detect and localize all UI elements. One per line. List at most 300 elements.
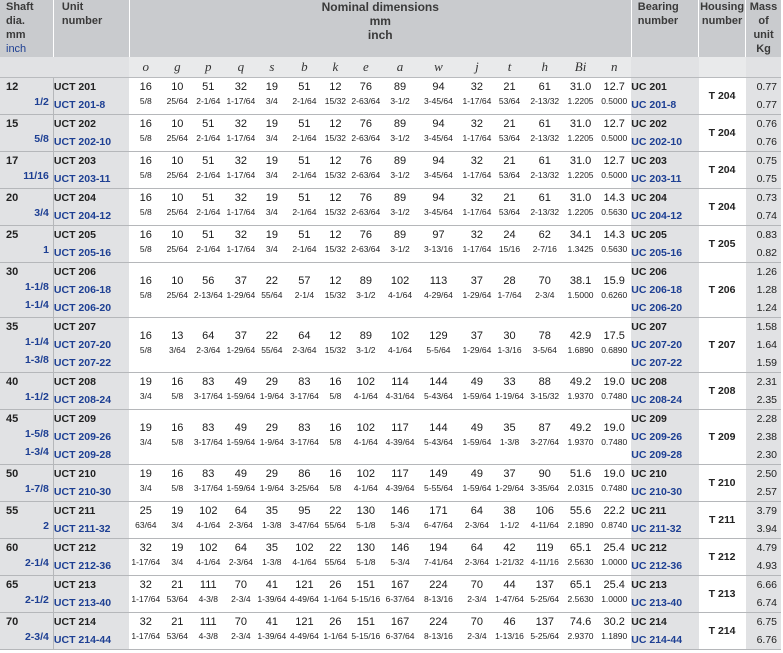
dimension-inch-value: 2-63/64 bbox=[351, 170, 381, 180]
dimension-cell bbox=[257, 115, 286, 152]
dimension-inch-value: 53/64 bbox=[166, 631, 188, 641]
dimension-cell bbox=[257, 576, 286, 613]
dimension-cell bbox=[564, 263, 597, 318]
dimension-mm-value: 111 bbox=[199, 616, 217, 628]
dimension-inch-value: 3/4 bbox=[171, 557, 184, 567]
dimension-mm-value: 94 bbox=[432, 155, 445, 167]
dimension-inch-value: 15/16 bbox=[498, 244, 521, 254]
dimension-mm-value: 14.3 bbox=[603, 229, 625, 241]
dimension-inch-value: 53/64 bbox=[498, 207, 521, 217]
dimension-inch-value: 2.1890 bbox=[567, 520, 594, 530]
symbol-b: b bbox=[286, 57, 322, 78]
dimension-mm-value: 117 bbox=[391, 422, 409, 434]
dimension-inch-value: 5/8 bbox=[171, 391, 184, 401]
mass-value: 6.66 bbox=[756, 579, 777, 591]
symbol-e: e bbox=[348, 57, 383, 78]
dimension-inch-value: 1.5000 bbox=[567, 290, 594, 300]
dimension-mm-value: 88 bbox=[538, 376, 551, 388]
dimension-inch-value: 53/64 bbox=[498, 96, 521, 106]
dimension-mm-value: 12 bbox=[329, 81, 342, 93]
dimension-mm-value: 32 bbox=[470, 155, 484, 167]
mass-value: 2.28 bbox=[756, 413, 777, 425]
dimension-cell bbox=[192, 318, 224, 373]
dimension-inch-value: 1-59/64 bbox=[226, 437, 256, 447]
dimension-inch-value: 1.0000 bbox=[601, 594, 628, 604]
dimension-cell bbox=[383, 373, 416, 410]
unit-number: UCT 211-32 bbox=[53, 523, 111, 535]
dimension-cell bbox=[348, 613, 383, 650]
dimension-inch-value: 3-45/64 bbox=[424, 207, 453, 217]
unit-number-cell bbox=[53, 410, 129, 465]
dimension-mm-value: 130 bbox=[356, 542, 376, 554]
bearing-number: UC 205-16 bbox=[631, 247, 683, 259]
dimension-cell bbox=[460, 152, 493, 189]
dimension-inch-value: 0.8740 bbox=[601, 520, 628, 530]
dimension-mm-value: 49 bbox=[234, 422, 247, 434]
table-row bbox=[0, 576, 781, 613]
dimension-mm-value: 61 bbox=[538, 118, 551, 130]
dimension-mm-value: 64 bbox=[202, 330, 215, 342]
dimension-cell bbox=[162, 318, 192, 373]
dimension-mm-value: 32 bbox=[139, 616, 152, 628]
dimension-inch-value: 1-3/8 bbox=[262, 557, 282, 567]
dimension-inch-value: 5/8 bbox=[171, 483, 184, 493]
dimension-cell bbox=[224, 373, 257, 410]
dimension-mm-value: 102 bbox=[199, 542, 218, 554]
dimension-mm-value: 70 bbox=[470, 616, 484, 628]
dimension-cell bbox=[162, 115, 192, 152]
bearing-number: UC 208 bbox=[631, 376, 667, 388]
dimension-mm-value: 42.9 bbox=[569, 330, 592, 342]
dimension-mm-value: 21 bbox=[503, 192, 516, 204]
dimension-cell bbox=[493, 576, 525, 613]
dimension-mm-value: 12 bbox=[329, 229, 342, 241]
mass-value: 6.76 bbox=[756, 634, 777, 646]
dimension-mm-value: 25.4 bbox=[603, 542, 625, 554]
dimension-mm-value: 83 bbox=[202, 376, 215, 388]
dimension-inch-value: 4-1/64 bbox=[353, 391, 378, 401]
dimension-inch-value: 63/64 bbox=[135, 520, 157, 530]
dimension-mm-value: 22 bbox=[329, 505, 342, 517]
mass-value: 2.31 bbox=[756, 376, 777, 388]
dimension-cell bbox=[323, 78, 349, 115]
dimension-mm-value: 12 bbox=[329, 275, 342, 287]
dimension-cell bbox=[348, 373, 383, 410]
dimension-cell bbox=[383, 263, 416, 318]
dimension-inch-value: 15/32 bbox=[324, 96, 347, 106]
dimension-inch-value: 2-63/64 bbox=[351, 207, 381, 217]
dimension-mm-value: 102 bbox=[390, 330, 410, 342]
dimension-mm-value: 137 bbox=[535, 616, 554, 628]
table-row bbox=[0, 263, 781, 318]
dimension-cell bbox=[129, 263, 162, 318]
dimension-inch-value: 2-3/64 bbox=[464, 557, 489, 567]
dimension-inch-value: 2-3/4 bbox=[467, 631, 487, 641]
dimension-inch-value: 15/32 bbox=[324, 244, 347, 254]
unit-number-cell bbox=[53, 189, 129, 226]
dimension-inch-value: 4-49/64 bbox=[290, 594, 319, 604]
dimension-cell bbox=[526, 613, 564, 650]
symbol-h: h bbox=[526, 57, 564, 78]
dimension-mm-value: 86 bbox=[298, 468, 311, 480]
unit-number-cell bbox=[53, 263, 129, 318]
dimension-inch-value: 53/64 bbox=[166, 594, 188, 604]
dimension-mm-value: 28 bbox=[503, 275, 516, 287]
dimension-cell bbox=[526, 373, 564, 410]
mass-cell bbox=[746, 373, 781, 410]
unit-number-cell bbox=[53, 226, 129, 263]
dimension-inch-value: 1-19/64 bbox=[495, 391, 524, 401]
shaft-mm-value: 55 bbox=[6, 505, 19, 517]
mass-value: 6.75 bbox=[756, 616, 777, 628]
dimension-cell bbox=[286, 115, 322, 152]
shaft-inch-value: 11/16 bbox=[23, 170, 49, 182]
housing-number-cell: T 206 bbox=[699, 263, 746, 318]
dimension-mm-value: 97 bbox=[432, 229, 445, 241]
bearing-number: UC 213-40 bbox=[631, 597, 683, 609]
dimension-cell bbox=[493, 373, 525, 410]
dimension-cell bbox=[257, 318, 286, 373]
shaft-mm-value: 20 bbox=[6, 192, 19, 204]
dimension-inch-value: 1-59/64 bbox=[462, 483, 492, 493]
dimension-cell bbox=[129, 465, 162, 502]
dimension-inch-value: 0.7480 bbox=[601, 437, 628, 447]
bearing-number: UC 210-30 bbox=[631, 486, 683, 498]
dimension-mm-value: 224 bbox=[429, 579, 448, 591]
dimension-cell bbox=[460, 263, 493, 318]
dimension-mm-value: 90 bbox=[538, 468, 551, 480]
unit-number: UCT 210 bbox=[53, 468, 96, 480]
dimension-cell bbox=[224, 226, 257, 263]
dimension-cell bbox=[383, 189, 416, 226]
dimension-inch-value: 2-1/64 bbox=[196, 244, 221, 254]
dimension-cell bbox=[460, 539, 493, 576]
dimension-mm-value: 51 bbox=[298, 81, 311, 93]
dimension-inch-value: 2-63/64 bbox=[351, 244, 381, 254]
bearing-number: UC 202-10 bbox=[631, 136, 683, 148]
dimension-cell bbox=[526, 465, 564, 502]
dimension-mm-value: 29 bbox=[265, 376, 278, 388]
dimension-cell bbox=[460, 465, 493, 502]
dimension-cell bbox=[460, 502, 493, 539]
dimension-mm-value: 37 bbox=[470, 275, 484, 287]
dimension-inch-value: 3/4 bbox=[265, 133, 278, 143]
dimension-cell bbox=[348, 115, 383, 152]
dimension-cell bbox=[383, 410, 416, 465]
dimension-cell bbox=[323, 410, 349, 465]
dimension-mm-value: 35 bbox=[265, 542, 278, 554]
mass-cell bbox=[746, 465, 781, 502]
dimension-mm-value: 102 bbox=[295, 542, 314, 554]
dimension-mm-value: 119 bbox=[535, 542, 554, 554]
dimension-cell bbox=[224, 576, 257, 613]
shaft-mm-value: 35 bbox=[6, 321, 19, 333]
dimension-mm-value: 137 bbox=[535, 579, 554, 591]
shaft-dia-cell bbox=[0, 373, 53, 410]
dimension-cell bbox=[129, 613, 162, 650]
dimension-mm-value: 12.7 bbox=[603, 155, 625, 167]
symbol-a: a bbox=[383, 57, 416, 78]
dimension-inch-value: 4-3/8 bbox=[198, 594, 218, 604]
bearing-number: UC 203-11 bbox=[631, 173, 682, 185]
dimension-inch-value: 2-1/64 bbox=[292, 170, 317, 180]
dimension-inch-value: 2-1/64 bbox=[292, 96, 317, 106]
dimension-mm-value: 32 bbox=[470, 118, 484, 130]
mass-value: 3.94 bbox=[756, 523, 777, 535]
dimension-mm-value: 167 bbox=[390, 579, 410, 591]
dimension-mm-value: 38 bbox=[503, 505, 516, 517]
dimension-cell bbox=[383, 152, 416, 189]
dimension-cell bbox=[564, 189, 597, 226]
dimension-inch-value: 5/8 bbox=[329, 437, 342, 447]
dimension-cell bbox=[257, 502, 286, 539]
dimension-mm-value: 95 bbox=[298, 505, 311, 517]
dimension-cell bbox=[564, 78, 597, 115]
bearing-number: UC 207-20 bbox=[631, 339, 683, 351]
bearing-number-cell bbox=[631, 465, 698, 502]
dimension-inch-value: 3/4 bbox=[265, 207, 278, 217]
dimension-cell bbox=[162, 539, 192, 576]
shaft-mm-value: 25 bbox=[6, 229, 19, 241]
mass-value: 2.57 bbox=[756, 486, 777, 498]
dimension-inch-value: 25/64 bbox=[166, 290, 188, 300]
housing-number-cell: T 213 bbox=[699, 576, 746, 613]
dimension-cell bbox=[493, 502, 525, 539]
dimension-mm-value: 89 bbox=[359, 275, 372, 287]
dimension-cell bbox=[417, 318, 461, 373]
shaft-mm-value: 70 bbox=[6, 616, 19, 628]
dimension-mm-value: 41 bbox=[265, 616, 278, 628]
dimension-mm-value: 94 bbox=[432, 192, 445, 204]
housing-number-cell: T 204 bbox=[699, 152, 746, 189]
dimension-mm-value: 24 bbox=[503, 229, 516, 241]
dimension-inch-value: 1-9/64 bbox=[259, 483, 284, 493]
dimension-inch-value: 3-47/64 bbox=[290, 520, 319, 530]
dimension-mm-value: 10 bbox=[171, 155, 184, 167]
shaft-dia-cell bbox=[0, 263, 53, 318]
dimension-cell bbox=[597, 189, 631, 226]
dimension-mm-value: 19 bbox=[265, 118, 278, 130]
housing-number-cell: T 208 bbox=[699, 373, 746, 410]
dimension-inch-value: 3-25/64 bbox=[290, 483, 319, 493]
dimension-inch-value: 5-55/64 bbox=[424, 483, 453, 493]
dimension-mm-value: 94 bbox=[432, 81, 445, 93]
shaft-inch-value: 1-1/4 bbox=[24, 336, 49, 348]
dimension-inch-value: 1-17/64 bbox=[131, 557, 161, 567]
dimension-mm-value: 21 bbox=[503, 118, 516, 130]
dimension-cell bbox=[129, 373, 162, 410]
dimension-mm-value: 64 bbox=[470, 505, 484, 517]
table-row bbox=[0, 226, 781, 263]
dimension-mm-value: 12 bbox=[329, 118, 342, 130]
dimension-inch-value: 25/64 bbox=[166, 96, 188, 106]
dimension-inch-value: 4-1/64 bbox=[387, 345, 413, 355]
dimension-mm-value: 10 bbox=[171, 192, 184, 204]
dimension-inch-value: 5-43/64 bbox=[424, 391, 453, 401]
dimension-mm-value: 26 bbox=[329, 579, 342, 591]
bearing-number: UC 206-18 bbox=[631, 284, 683, 296]
shaft-symbol-cell bbox=[0, 57, 53, 78]
dimension-mm-value: 37 bbox=[470, 330, 484, 342]
bearing-number: UC 207-22 bbox=[631, 357, 683, 369]
dimension-mm-value: 51 bbox=[298, 229, 311, 241]
dimension-inch-value: 25/64 bbox=[166, 207, 188, 217]
dimension-mm-value: 70 bbox=[234, 579, 247, 591]
shaft-dia-cell bbox=[0, 465, 53, 502]
dimension-mm-value: 76 bbox=[359, 155, 372, 167]
housing-symbol-cell bbox=[699, 57, 746, 78]
dimension-inch-value: 1.2205 bbox=[567, 207, 594, 217]
dimension-inch-value: 3-5/64 bbox=[532, 345, 557, 355]
dimension-mm-value: 41 bbox=[265, 579, 278, 591]
dimension-cell bbox=[597, 502, 631, 539]
dimension-mm-value: 19 bbox=[265, 155, 278, 167]
dimension-inch-value: 53/64 bbox=[498, 133, 521, 143]
bearing-number: UC 214 bbox=[631, 616, 667, 628]
unit-number: UCT 208-24 bbox=[53, 394, 112, 406]
unit-number: UCT 209-28 bbox=[53, 449, 112, 461]
dimension-inch-value: 1-17/64 bbox=[462, 133, 492, 143]
dimension-cell bbox=[192, 373, 224, 410]
mass-value: 1.64 bbox=[756, 339, 777, 351]
dimension-inch-value: 4-1/64 bbox=[196, 520, 221, 530]
dimension-inch-value: 1-3/8 bbox=[262, 520, 282, 530]
unit-number: UCT 201-8 bbox=[53, 99, 106, 111]
mass-value: 2.35 bbox=[756, 394, 777, 406]
dimension-mm-value: 76 bbox=[359, 118, 372, 130]
dimension-mm-value: 29 bbox=[265, 422, 278, 434]
dimension-inch-value: 5/8 bbox=[139, 96, 152, 106]
mass-value: 0.82 bbox=[756, 247, 777, 259]
dimension-mm-value: 121 bbox=[295, 616, 314, 628]
dimension-inch-value: 55/64 bbox=[324, 520, 347, 530]
dimension-inch-value: 1-9/64 bbox=[259, 391, 284, 401]
dimension-inch-value: 2-13/32 bbox=[530, 170, 560, 180]
dimension-mm-value: 70 bbox=[234, 616, 247, 628]
dimension-inch-value: 5-1/8 bbox=[356, 557, 376, 567]
bearing-number: UC 209-28 bbox=[631, 449, 683, 461]
unit-number: UCT 206-18 bbox=[53, 284, 112, 296]
dimension-inch-value: 5-43/64 bbox=[424, 437, 453, 447]
dimension-cell bbox=[257, 152, 286, 189]
dimension-cell bbox=[417, 576, 461, 613]
dimension-cell bbox=[323, 226, 349, 263]
dimension-inch-value: 4-39/64 bbox=[385, 483, 415, 493]
mass-value: 2.30 bbox=[756, 449, 777, 461]
shaft-dia-cell bbox=[0, 189, 53, 226]
dimension-mm-value: 16 bbox=[139, 192, 152, 204]
dimension-cell bbox=[286, 410, 322, 465]
dimension-inch-value: 2-63/64 bbox=[351, 133, 381, 143]
shaft-inch-value: 1 bbox=[43, 244, 49, 256]
bearing-number: UC 205 bbox=[631, 229, 667, 241]
dimension-inch-value: 1.2205 bbox=[567, 133, 594, 143]
dimension-cell bbox=[597, 152, 631, 189]
dimension-cell bbox=[417, 465, 461, 502]
dimension-mm-value: 33 bbox=[503, 376, 516, 388]
dimension-mm-value: 16 bbox=[139, 155, 152, 167]
dimension-inch-value: 5-25/64 bbox=[530, 631, 560, 641]
dimension-mm-value: 76 bbox=[359, 192, 372, 204]
dimension-inch-value: 2.5630 bbox=[567, 557, 594, 567]
dimension-cell bbox=[192, 226, 224, 263]
dimension-mm-value: 19 bbox=[139, 376, 152, 388]
dimension-inch-value: 5-25/64 bbox=[530, 594, 560, 604]
dimension-inch-value: 4-1/64 bbox=[353, 483, 378, 493]
dimension-cell bbox=[417, 373, 461, 410]
dimension-mm-value: 51 bbox=[298, 118, 311, 130]
dimension-cell bbox=[348, 189, 383, 226]
unit-number: UCT 203-11 bbox=[53, 173, 111, 185]
dimension-mm-value: 151 bbox=[356, 579, 376, 591]
dimension-mm-value: 78 bbox=[538, 330, 551, 342]
dimension-inch-value: 1-17/64 bbox=[226, 207, 256, 217]
dimension-cell bbox=[564, 152, 597, 189]
dimension-cell bbox=[323, 373, 349, 410]
dimension-cell bbox=[460, 78, 493, 115]
dimension-mm-value: 15.9 bbox=[603, 275, 625, 287]
dimension-mm-value: 146 bbox=[390, 505, 410, 517]
dimension-cell bbox=[564, 410, 597, 465]
dimension-inch-value: 1-17/64 bbox=[226, 244, 256, 254]
dimension-mm-value: 19 bbox=[265, 81, 278, 93]
dimension-mm-value: 25 bbox=[139, 505, 152, 517]
dimension-cell bbox=[564, 539, 597, 576]
dimension-cell bbox=[224, 465, 257, 502]
unit-number-header: Unit number bbox=[53, 0, 129, 57]
symbol-n: n bbox=[597, 57, 631, 78]
dimension-mm-value: 51 bbox=[202, 81, 215, 93]
dimension-cell bbox=[493, 152, 525, 189]
table-row bbox=[0, 465, 781, 502]
dimension-mm-value: 38.1 bbox=[569, 275, 592, 287]
dimension-cell bbox=[526, 502, 564, 539]
dimension-mm-value: 51 bbox=[202, 229, 215, 241]
dimension-mm-value: 65.1 bbox=[569, 542, 592, 554]
dimension-inch-value: 1-17/64 bbox=[462, 96, 492, 106]
dimension-cell bbox=[162, 78, 192, 115]
dimension-cell bbox=[323, 502, 349, 539]
dimension-cell bbox=[192, 152, 224, 189]
dimension-inch-value: 2-3/64 bbox=[228, 557, 253, 567]
bearing-number: UC 212-36 bbox=[631, 560, 683, 572]
dimension-cell bbox=[526, 152, 564, 189]
unit-number: UCT 202-10 bbox=[53, 136, 112, 148]
dimension-cell bbox=[460, 318, 493, 373]
dimension-mm-value: 13 bbox=[171, 330, 184, 342]
unit-number: UCT 202 bbox=[53, 118, 96, 130]
dimension-mm-value: 51 bbox=[202, 192, 215, 204]
dimension-cell bbox=[417, 539, 461, 576]
shaft-inch-value: 1-5/8 bbox=[24, 428, 49, 440]
dimension-mm-value: 32 bbox=[234, 229, 247, 241]
bearing-number: UC 203 bbox=[631, 155, 667, 167]
unit-number-cell bbox=[53, 318, 129, 373]
shaft-mm-value: 40 bbox=[6, 376, 19, 388]
dimension-cell bbox=[564, 502, 597, 539]
dimension-cell bbox=[597, 613, 631, 650]
dimension-inch-value: 5/8 bbox=[329, 483, 342, 493]
table-body bbox=[0, 78, 781, 650]
dimension-mm-value: 32 bbox=[470, 229, 484, 241]
dimension-cell bbox=[348, 152, 383, 189]
dimension-inch-value: 25/64 bbox=[166, 244, 188, 254]
nominal-dimensions-header: Nominal dimensions mm inch bbox=[129, 0, 631, 57]
unit-number: UCT 204 bbox=[53, 192, 96, 204]
dimension-cell bbox=[192, 189, 224, 226]
dimension-inch-value: 1-17/64 bbox=[226, 170, 256, 180]
dimension-mm-value: 21 bbox=[171, 579, 184, 591]
